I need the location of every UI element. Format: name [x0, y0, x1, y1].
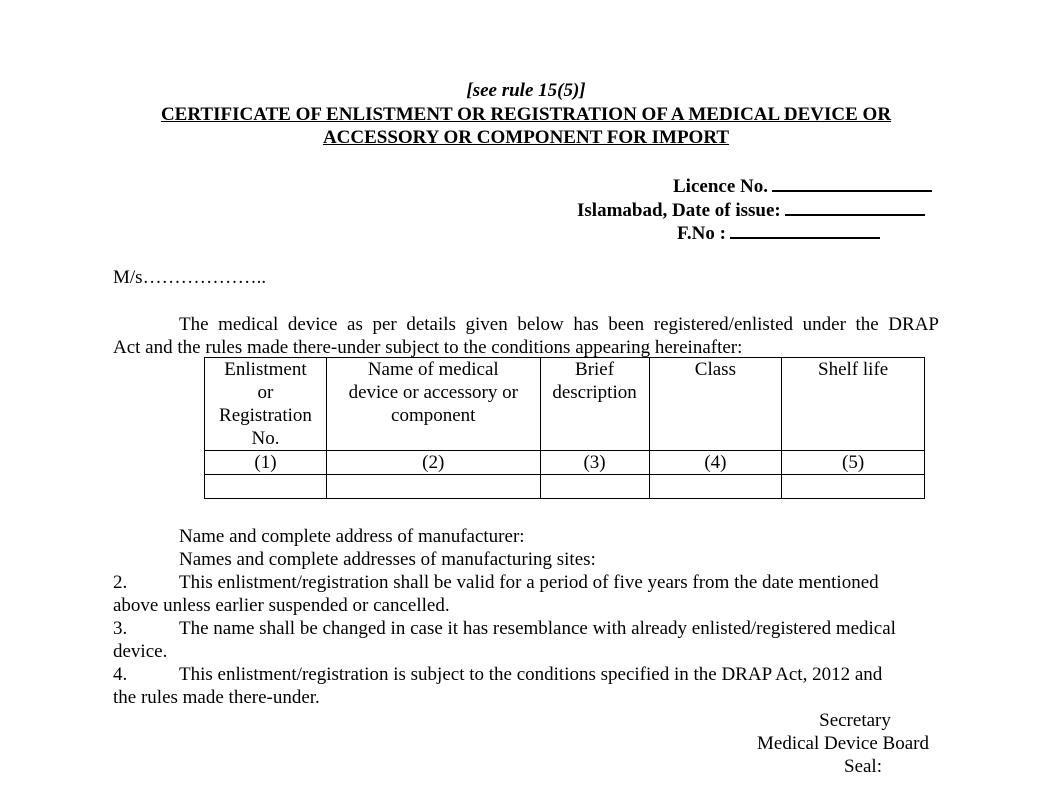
paragraph-4-line-2: the rules made there-under. [113, 687, 320, 708]
signature-seal: Seal: [844, 756, 882, 777]
intro-line-1: The medical device as per details given below has been registered/enlisted under the DRAP [179, 314, 939, 335]
device-details-table [204, 357, 925, 499]
column-number: (2) [326, 451, 540, 475]
table-blank-row [205, 475, 925, 499]
paragraph-2-line-1: This enlistment/registration shall be valid for a period of five years from the date mentioned [179, 572, 879, 593]
column-number: (1) [205, 451, 327, 475]
addressee: M/s……………….. [113, 267, 267, 288]
header-text: No. [251, 428, 280, 449]
header-text: Name of medical [367, 359, 499, 380]
blank-cell [540, 475, 649, 499]
file-number-field [677, 219, 880, 245]
certificate-title-line-2: ACCESSORY OR COMPONENT FOR IMPORT [322, 127, 730, 148]
header-text: or [257, 382, 274, 403]
header-text: description [552, 382, 637, 403]
header-cell-shelf-life [782, 358, 925, 451]
rule-reference: [see rule 15(5)] [466, 80, 586, 101]
blank-cell [205, 475, 327, 499]
paragraph-2-number: 2. [113, 572, 128, 593]
paragraph-2-line-2: above unless earlier suspended or cancelled. [113, 595, 450, 616]
licence-blank [772, 172, 932, 192]
date-of-issue-blank [785, 196, 925, 216]
header-text: Class [694, 359, 736, 380]
licence-field [673, 172, 932, 198]
header-cell-description [540, 358, 649, 451]
paragraph-4-number: 4. [113, 664, 128, 685]
signature-title: Secretary [819, 710, 891, 731]
header-text: Brief [575, 359, 615, 380]
header-text: device or accessory or [348, 382, 518, 403]
intro-line-2: Act and the rules made there-under subject to the conditions appearing hereinafter: [113, 337, 743, 358]
paragraph-3-line-1: The name shall be changed in case it has resemblance with already enlisted/registered medical [179, 618, 896, 639]
manufacturing-sites-label: Names and complete addresses of manufacturing sites: [179, 549, 596, 570]
licence-label: Licence No. [673, 176, 768, 197]
date-of-issue-label: Islamabad, Date of issue: [577, 200, 781, 221]
table-header-row [205, 358, 925, 451]
header-cell-class [649, 358, 782, 451]
blank-cell [782, 475, 925, 499]
file-number-label: F.No : [677, 223, 726, 244]
paragraph-3-line-2: device. [113, 641, 168, 662]
blank-cell [326, 475, 540, 499]
file-number-blank [730, 219, 880, 239]
header-text: Registration [219, 405, 312, 426]
blank-cell [649, 475, 782, 499]
certificate-title-line-1: CERTIFICATE OF ENLISTMENT OR REGISTRATION OF A MEDICAL DEVICE OR [160, 104, 892, 125]
manufacturer-address-label: Name and complete address of manufacturer: [179, 526, 525, 547]
column-number: (4) [649, 451, 782, 475]
column-number: (5) [782, 451, 925, 475]
table-number-row [205, 451, 925, 475]
header-cell-device-name [326, 358, 540, 451]
header-text: Shelf life [818, 359, 889, 380]
column-number: (3) [540, 451, 649, 475]
header-cell-registration-no [205, 358, 327, 451]
header-text: component [391, 405, 476, 426]
paragraph-3-number: 3. [113, 618, 128, 639]
header-text: Enlistment [224, 359, 307, 380]
paragraph-4-line-1: This enlistment/registration is subject to the conditions specified in the DRAP Act, 2012 and [179, 664, 883, 685]
signature-board: Medical Device Board [757, 733, 929, 754]
